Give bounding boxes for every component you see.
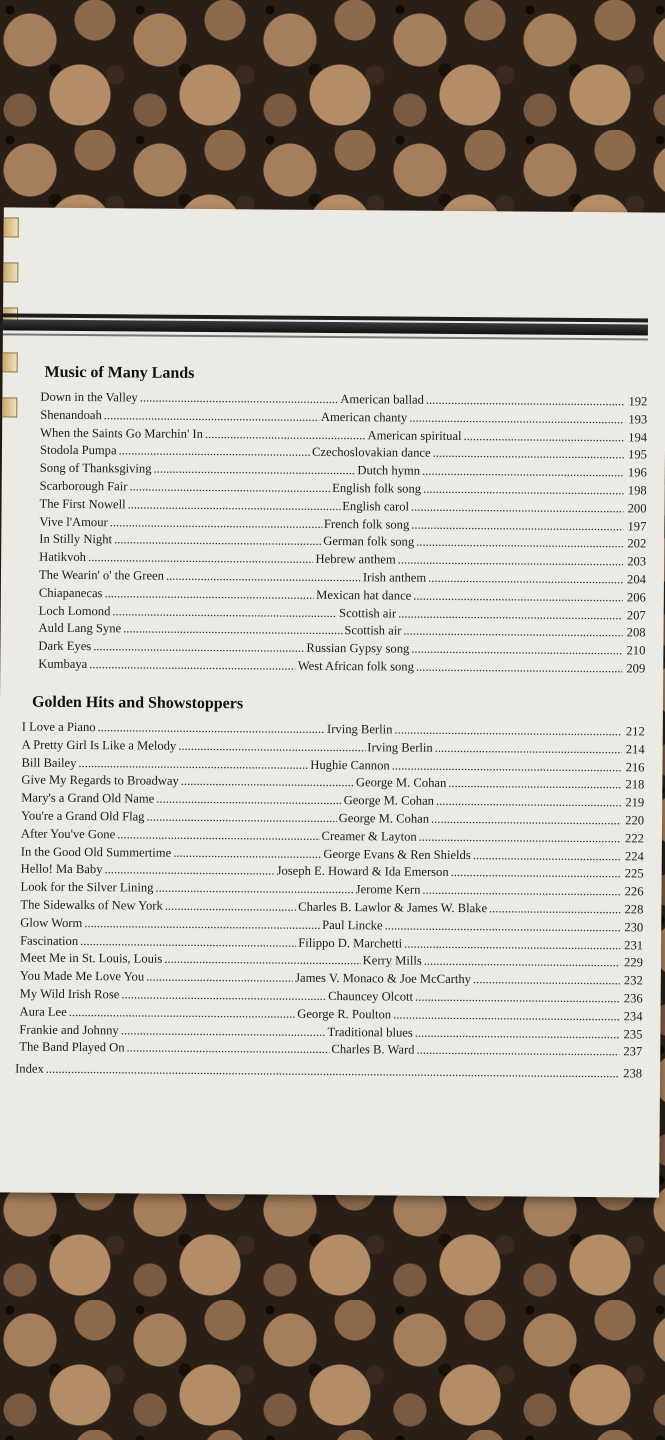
page-number: 204 xyxy=(627,572,647,587)
leader-dots xyxy=(423,482,624,499)
song-origin: American ballad xyxy=(340,392,424,407)
song-origin: Chauncey Olcott xyxy=(328,988,414,1004)
song-title: Meet Me in St. Louis, Louis xyxy=(19,950,163,967)
page-number: 196 xyxy=(627,465,647,480)
song-title: Aura Lee xyxy=(19,1004,67,1019)
leader-dots xyxy=(104,408,319,425)
leader-dots xyxy=(80,934,296,951)
song-title: You Made Me Love You xyxy=(19,968,145,984)
leader-dots xyxy=(433,446,625,463)
song-title: Down in the Valley xyxy=(40,389,138,405)
page-number: 220 xyxy=(625,813,645,828)
leader-dots xyxy=(84,916,320,933)
leader-dots xyxy=(416,1043,619,1060)
section-title: Golden Hits and Showstoppers xyxy=(31,693,244,713)
song-list-many-lands xyxy=(38,390,647,680)
page-number: 229 xyxy=(624,955,644,970)
page-number: 216 xyxy=(625,759,645,775)
leader-dots xyxy=(123,622,342,639)
leader-dots xyxy=(424,954,620,971)
page-number: 214 xyxy=(625,742,645,757)
page-number: 206 xyxy=(626,590,646,605)
song-origin: George M. Cohan xyxy=(355,775,447,791)
ring-binding xyxy=(1,217,20,577)
leader-dots xyxy=(156,792,341,808)
song-title: The Sidewalks of New York xyxy=(20,897,163,913)
song-origin: George M. Cohan xyxy=(343,793,435,808)
leader-dots xyxy=(422,464,624,481)
leader-dots xyxy=(473,972,620,988)
song-title: Look for the Silver Lining xyxy=(20,879,154,895)
song-origin: Russian Gypsy song xyxy=(306,640,410,656)
song-origin: English carol xyxy=(342,498,410,514)
song-origin: Mexican hat dance xyxy=(316,587,412,603)
page-number: 194 xyxy=(628,429,648,445)
toc-entry xyxy=(19,1040,642,1063)
song-origin: English folk song xyxy=(332,480,422,496)
page-number: 218 xyxy=(625,777,645,792)
leader-dots xyxy=(416,660,623,677)
leader-dots xyxy=(416,535,623,552)
leader-dots xyxy=(473,848,621,864)
leader-dots xyxy=(104,863,274,879)
leader-dots xyxy=(146,970,293,986)
leader-dots xyxy=(121,1023,326,1040)
leader-dots xyxy=(393,1007,620,1024)
song-title: The Band Played On xyxy=(19,1039,125,1055)
song-title: Song of Thanksgiving xyxy=(39,460,152,476)
leader-dots xyxy=(403,624,622,641)
song-origin: Joseph E. Howard & Ida Emerson xyxy=(276,863,449,880)
leader-dots xyxy=(431,812,621,828)
page-number: 210 xyxy=(626,643,646,658)
index-entry xyxy=(15,1062,642,1082)
song-title: Auld Lang Syne xyxy=(38,621,122,636)
song-origin: Creamer & Layton xyxy=(321,828,417,844)
song-origin: Czechoslovakian dance xyxy=(312,445,431,461)
leader-dots xyxy=(155,881,353,898)
song-title: Scarborough Fair xyxy=(39,478,128,494)
page-number: 235 xyxy=(623,1026,643,1041)
page-number: 232 xyxy=(623,973,643,988)
page-number: 202 xyxy=(627,536,647,551)
leader-dots xyxy=(46,1062,620,1082)
song-title: My Wild Irish Rose xyxy=(19,986,120,1002)
page-number: 219 xyxy=(625,795,645,810)
song-list-golden-hits xyxy=(19,720,645,1063)
binding-tab xyxy=(2,397,17,417)
song-title: Kumbaya xyxy=(38,656,88,672)
song-origin: French folk song xyxy=(323,516,410,532)
leader-dots xyxy=(398,553,624,570)
song-title: Bill Bailey xyxy=(21,755,77,770)
leader-dots xyxy=(146,810,336,826)
leader-dots xyxy=(428,571,623,588)
leader-dots xyxy=(413,588,623,605)
page-number: 193 xyxy=(628,412,648,427)
leader-dots xyxy=(112,604,337,621)
leader-dots xyxy=(205,427,366,443)
page-number: 225 xyxy=(624,866,644,881)
page-number: 207 xyxy=(626,607,646,623)
index-label: Index xyxy=(15,1061,44,1076)
leader-dots xyxy=(181,774,354,790)
song-title: Frankie and Johnny xyxy=(19,1022,119,1037)
song-title: Glow Worm xyxy=(20,915,83,930)
leader-dots xyxy=(426,393,625,410)
page-number: 203 xyxy=(627,554,647,569)
leader-dots xyxy=(140,390,339,407)
leader-dots xyxy=(78,756,308,773)
leader-dots xyxy=(127,1041,330,1058)
song-origin: George R. Poulton xyxy=(297,1006,392,1022)
leader-dots xyxy=(89,657,296,674)
toc-entry xyxy=(38,657,645,680)
leader-dots xyxy=(419,829,621,846)
song-origin: James V. Monaco & Joe McCarthy xyxy=(295,970,472,987)
leader-dots xyxy=(398,606,623,623)
leader-dots xyxy=(93,639,304,656)
song-origin: Irving Berlin xyxy=(326,721,393,737)
song-title: Vive l'Amour xyxy=(39,514,108,529)
song-origin: Dutch hymn xyxy=(357,463,421,478)
song-title: Give My Regards to Broadway xyxy=(21,772,179,789)
page-number: 192 xyxy=(628,394,648,409)
leader-dots xyxy=(411,517,623,534)
leader-dots xyxy=(394,722,622,739)
page-number: 230 xyxy=(624,920,644,935)
page-number: 222 xyxy=(624,831,644,846)
section-title: Music of Many Lands xyxy=(44,363,195,382)
page-number: 198 xyxy=(627,483,647,498)
binding-tab xyxy=(3,262,18,282)
leader-dots xyxy=(448,776,621,792)
song-title: I Love a Piano xyxy=(21,719,96,735)
leader-dots xyxy=(104,586,314,603)
page-number: 228 xyxy=(624,902,644,917)
binding-tab xyxy=(3,352,18,372)
leader-dots xyxy=(451,865,621,881)
song-origin: German folk song xyxy=(323,534,415,550)
page-number: 231 xyxy=(624,937,644,953)
song-origin: Scottish air xyxy=(344,623,402,638)
leader-dots xyxy=(110,515,322,532)
song-title: Loch Lomond xyxy=(38,603,111,618)
song-origin: Filippo D. Marchetti xyxy=(298,935,403,951)
song-title: In the Good Old Summertime xyxy=(20,844,172,860)
song-title: In Stilly Night xyxy=(39,532,113,547)
leader-dots xyxy=(117,827,319,844)
page-number: 200 xyxy=(627,501,647,516)
page-number: 234 xyxy=(623,1009,643,1024)
song-origin: Charles B. Lawlor & James W. Blake xyxy=(298,899,488,916)
page-number: 236 xyxy=(623,991,643,1006)
leader-dots xyxy=(178,739,365,755)
song-title: After You've Gone xyxy=(20,826,116,842)
song-title: Dark Eyes xyxy=(38,638,92,654)
binding-tab xyxy=(4,217,19,237)
song-origin: Charles B. Ward xyxy=(331,1042,415,1058)
song-title: Shenandoah xyxy=(40,407,102,422)
song-title: The First Nowell xyxy=(39,496,126,512)
leader-dots xyxy=(489,901,621,917)
leader-dots xyxy=(88,550,314,567)
song-title: You're a Grand Old Flag xyxy=(21,808,145,824)
header-rule-thick xyxy=(3,319,648,335)
leader-dots xyxy=(404,936,620,953)
song-title: Hello! Ma Baby xyxy=(20,861,103,877)
page-number: 224 xyxy=(624,848,644,864)
song-origin: George Evans & Ren Shields xyxy=(323,846,471,862)
leader-dots xyxy=(114,533,321,550)
index-page: 238 xyxy=(623,1066,643,1081)
page-number: 212 xyxy=(625,724,645,739)
leader-dots xyxy=(128,497,341,514)
song-origin: Scottish air xyxy=(339,605,397,621)
leader-dots xyxy=(436,794,621,810)
song-origin: Traditional blues xyxy=(327,1024,413,1040)
leader-dots xyxy=(129,479,330,496)
song-title: Fascination xyxy=(20,933,79,948)
song-origin: George M. Cohan xyxy=(338,811,430,826)
leader-dots xyxy=(121,987,326,1004)
song-title: Hatikvoh xyxy=(39,549,87,565)
page-number: 208 xyxy=(626,625,646,640)
book-page xyxy=(0,207,665,1197)
leader-dots xyxy=(422,883,620,900)
leader-dots xyxy=(173,845,321,861)
song-origin: Paul Lincke xyxy=(322,917,383,933)
song-origin: West African folk song xyxy=(297,658,414,674)
song-title: Stodola Pumpa xyxy=(39,443,117,458)
leader-dots xyxy=(165,899,297,915)
page-number: 209 xyxy=(626,661,646,676)
song-title: A Pretty Girl Is Like a Melody xyxy=(21,737,177,753)
leader-dots xyxy=(411,642,622,659)
leader-dots xyxy=(464,429,625,445)
leader-dots xyxy=(119,444,311,461)
song-origin: Irish anthem xyxy=(362,570,427,585)
leader-dots xyxy=(69,1005,296,1022)
leader-dots xyxy=(166,569,361,586)
song-origin: Hebrew anthem xyxy=(315,552,396,567)
leader-dots xyxy=(164,952,360,969)
song-origin: Hughie Cannon xyxy=(310,757,390,773)
leader-dots xyxy=(98,720,326,737)
leader-dots xyxy=(409,410,624,427)
page-number: 237 xyxy=(623,1044,643,1059)
leader-dots xyxy=(385,918,621,935)
leader-dots xyxy=(392,758,622,775)
song-origin: Irving Berlin xyxy=(367,740,433,755)
page-number: 195 xyxy=(628,447,648,462)
song-title: When the Saints Go Marchin' In xyxy=(40,425,203,441)
song-title: The Wearin' o' the Green xyxy=(38,567,165,583)
page-number: 226 xyxy=(624,884,644,899)
leader-dots xyxy=(415,1025,620,1042)
song-origin: Kerry Mills xyxy=(362,953,422,969)
leader-dots xyxy=(415,990,620,1007)
song-origin: American spiritual xyxy=(367,427,462,443)
page-number: 197 xyxy=(627,518,647,534)
leader-dots xyxy=(435,741,622,757)
song-title: Chiapanecas xyxy=(38,585,103,600)
song-origin: Jerome Kern xyxy=(355,882,421,897)
leader-dots xyxy=(411,499,624,516)
song-title: Mary's a Grand Old Name xyxy=(21,790,155,806)
leader-dots xyxy=(153,462,355,479)
song-origin: American chanty xyxy=(320,409,408,425)
